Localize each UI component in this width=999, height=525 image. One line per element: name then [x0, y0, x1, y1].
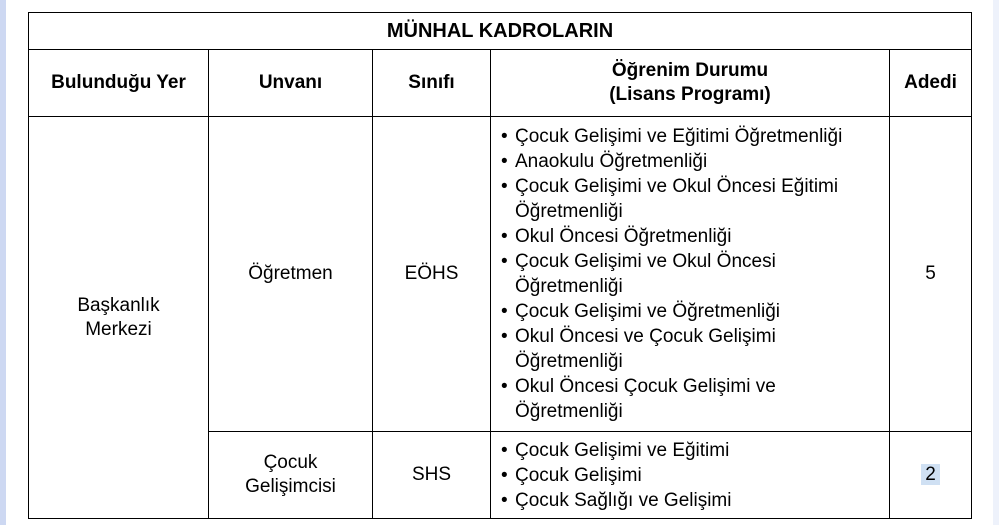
list-item: • Okul Öncesi Öğretmenliği: [501, 224, 885, 249]
cell-title: [209, 432, 373, 519]
header-education-line2: (Lisans Programı): [609, 84, 771, 105]
list-item: • Çocuk Gelişimi ve Öğretmenliği: [501, 299, 885, 324]
cell-count: [890, 432, 972, 519]
cell-location: [29, 117, 209, 519]
page-edge-right: [993, 0, 999, 525]
list-item: • Anaokulu Öğretmenliği: [501, 149, 885, 174]
page-edge-left: [0, 0, 6, 525]
header-title: Unvanı: [209, 50, 373, 117]
header-class: Sınıfı: [373, 50, 491, 117]
header-education-line1: Öğrenim Durumu: [611, 60, 769, 81]
cell-title: Öğretmen: [209, 117, 373, 432]
list-item: • Çocuk Gelişimi: [501, 463, 885, 488]
list-item: • Çocuk Gelişimi ve Eğitimi Öğretmenliği: [501, 124, 885, 149]
header-location: Bulunduğu Yer: [29, 50, 209, 117]
list-item: • Okul Öncesi ve Çocuk Gelişimi Öğretmenliği: [501, 324, 885, 374]
cell-programs: [491, 117, 890, 432]
list-item: • Çocuk Sağlığı ve Gelişimi: [501, 488, 885, 513]
location-text: Başkanlık Merkezi: [77, 294, 160, 340]
list-item: • Çocuk Gelişimi ve Okul Öncesi Öğretmenliği: [501, 249, 885, 299]
table-title: MÜNHAL KADROLARIN: [29, 13, 972, 50]
program-list: [491, 120, 889, 428]
cell-class: SHS: [373, 432, 491, 519]
cell-class: EÖHS: [373, 117, 491, 432]
program-list: [491, 434, 889, 517]
header-education: [491, 50, 890, 117]
table-row: [29, 117, 972, 432]
title-text: Çocuk Gelişimcisi: [245, 452, 336, 497]
header-count: Adedi: [890, 50, 972, 117]
list-item: • Çocuk Gelişimi ve Eğitimi: [501, 438, 885, 463]
cell-count: 5: [890, 117, 972, 432]
list-item: • Çocuk Gelişimi ve Okul Öncesi Eğitimi Öğretmenliği: [501, 174, 885, 224]
list-item: • Okul Öncesi Çocuk Gelişimi ve Öğretmenliği: [501, 374, 885, 424]
cell-programs: [491, 432, 890, 519]
count-value: 2: [921, 464, 940, 485]
vacancies-table: [28, 12, 972, 519]
